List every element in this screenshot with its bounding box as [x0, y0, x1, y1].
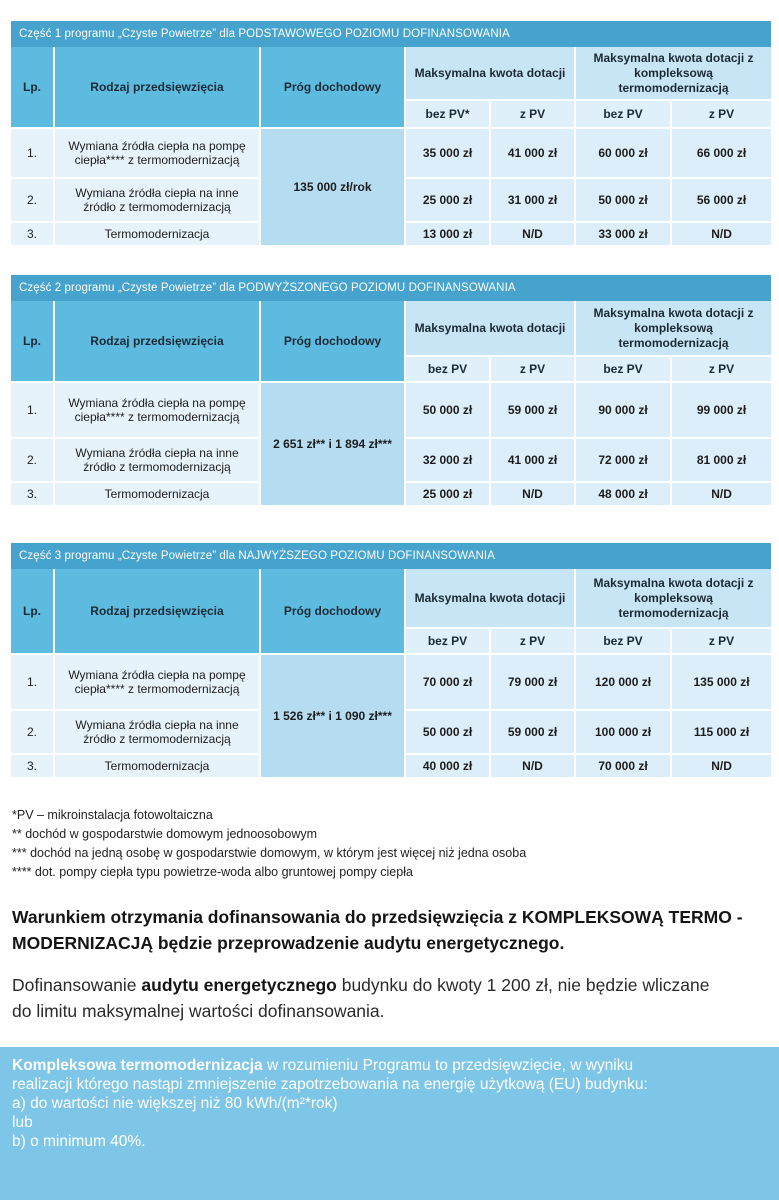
cell-v2: 41 000 zł [491, 439, 576, 483]
header-rodzaj: Rodzaj przedsięwzięcia [55, 47, 261, 129]
cell-v1: 25 000 zł [406, 483, 491, 507]
cell-v3: 72 000 zł [576, 439, 672, 483]
cell-v2: 41 000 zł [491, 129, 576, 179]
audit-line-1 [12, 972, 772, 998]
cell-v1: 35 000 zł [406, 129, 491, 179]
audit-bold: audytu energetycznego [141, 975, 337, 995]
subheader-1: z PV [491, 101, 576, 129]
cell-v2: 59 000 zł [491, 711, 576, 755]
definition-box [0, 1047, 779, 1200]
header-rodzaj: Rodzaj przedsięwzięcia [55, 301, 261, 383]
definition-line-5: b) o minimum 40%. [12, 1133, 146, 1150]
funding-table [11, 301, 771, 507]
cell-name: Wymiana źródła ciepła na inne źródło z termomodernizacją [55, 711, 261, 755]
cell-v3: 50 000 zł [576, 179, 672, 223]
definition-line-2: realizacji którego nastąpi zmniejszenie zapotrzebowania na energię użytkową (EU) budynku: [12, 1076, 648, 1093]
subheader-0: bez PV [406, 357, 491, 383]
subheader-1: z PV [491, 357, 576, 383]
cell-v3: 120 000 zł [576, 655, 672, 711]
cell-lp: 2. [11, 711, 55, 755]
cell-prog: 2 651 zł** i 1 894 zł*** [261, 383, 406, 507]
funding-table [11, 47, 771, 247]
footnote-single: ** dochód w gospodarstwie domowym jednoosobowym [12, 827, 318, 841]
subheader-3: z PV [672, 357, 771, 383]
cell-name: Wymiana źródła ciepła na pompę ciepła**** z termomodernizacją [55, 383, 261, 439]
definition-line-4: lub [12, 1114, 33, 1131]
subheader-3: z PV [672, 101, 771, 129]
cell-prog: 1 526 zł** i 1 090 zł*** [261, 655, 406, 779]
cell-v3: 60 000 zł [576, 129, 672, 179]
audit-pre: Dofinansowanie [12, 975, 142, 995]
footnote-multi: *** dochód na jedną osobę w gospodarstwie domowym, w którym jest więcej niż jedna osoba [12, 846, 527, 860]
cell-v4: 115 000 zł [672, 711, 771, 755]
audit-post: budynku do kwoty 1 200 zł, nie będzie wliczane [336, 975, 710, 995]
footnote-heatpump: **** dot. pompy ciepła typu powietrze-woda albo gruntowej pompy ciepła [12, 865, 413, 879]
cell-name: Termomodernizacja [55, 483, 261, 507]
table-part-3 [11, 543, 771, 779]
cell-name: Wymiana źródła ciepła na pompę ciepła**** z termomodernizacją [55, 129, 261, 179]
definition-line-3: a) do wartości nie większej niż 80 kWh/(m²*rok) [12, 1095, 338, 1112]
cell-v2: N/D [491, 223, 576, 247]
table-title: Część 2 programu „Czyste Powietrze” dla PODWYŻSZONEGO POZIOMU DOFINANSOWANIA [11, 275, 771, 301]
cell-v4: N/D [672, 483, 771, 507]
subheader-2: bez PV [576, 629, 672, 655]
footnotes [12, 806, 526, 882]
header-prog: Próg dochodowy [261, 47, 406, 129]
subheader-0: bez PV [406, 629, 491, 655]
header-max-komp: Maksymalna kwota dotacji z kompleksową termomodernizacją [576, 301, 771, 357]
header-max-komp: Maksymalna kwota dotacji z kompleksową termomodernizacją [576, 47, 771, 101]
cell-v2: 79 000 zł [491, 655, 576, 711]
cell-lp: 1. [11, 383, 55, 439]
cell-name: Termomodernizacja [55, 755, 261, 779]
header-lp: Lp. [11, 569, 55, 655]
table-part-2 [11, 275, 771, 507]
top-strip [0, 0, 779, 6]
condition-line-1: Warunkiem otrzymania dofinansowania do przedsięwzięcia z KOMPLEKSOWĄ TERMO - [12, 907, 743, 927]
funding-table [11, 569, 771, 779]
cell-lp: 2. [11, 439, 55, 483]
cell-name: Wymiana źródła ciepła na inne źródło z termomodernizacją [55, 439, 261, 483]
table-title: Część 3 programu „Czyste Powietrze” dla NAJWYŻSZEGO POZIOMU DOFINANSOWANIA [11, 543, 771, 569]
cell-v4: 99 000 zł [672, 383, 771, 439]
cell-v4: N/D [672, 755, 771, 779]
cell-v1: 13 000 zł [406, 223, 491, 247]
cell-v2: 31 000 zł [491, 179, 576, 223]
header-max-komp: Maksymalna kwota dotacji z kompleksową termomodernizacją [576, 569, 771, 629]
cell-v1: 40 000 zł [406, 755, 491, 779]
cell-lp: 3. [11, 755, 55, 779]
cell-v2: 59 000 zł [491, 383, 576, 439]
definition-rest: w rozumieniu Programu to przedsięwzięcie, w wyniku [262, 1057, 634, 1074]
cell-v4: 81 000 zł [672, 439, 771, 483]
cell-name: Wymiana źródła ciepła na inne źródło z termomodernizacją [55, 179, 261, 223]
cell-v1: 50 000 zł [406, 711, 491, 755]
cell-lp: 3. [11, 223, 55, 247]
cell-v4: 66 000 zł [672, 129, 771, 179]
cell-name: Wymiana źródła ciepła na pompę ciepła**** z termomodernizacją [55, 655, 261, 711]
header-rodzaj: Rodzaj przedsięwzięcia [55, 569, 261, 655]
header-lp: Lp. [11, 301, 55, 383]
table-title: Część 1 programu „Czyste Powietrze” dla PODSTAWOWEGO POZIOMU DOFINANSOWANIA [11, 21, 771, 47]
cell-v3: 70 000 zł [576, 755, 672, 779]
cell-v2: N/D [491, 483, 576, 507]
definition-bold: Kompleksowa termomodernizacja [12, 1057, 263, 1074]
condition-line-2: MODERNIZACJĄ będzie przeprowadzenie audytu energetycznego. [12, 933, 565, 953]
table-row [11, 129, 771, 179]
cell-v3: 90 000 zł [576, 383, 672, 439]
cell-prog: 135 000 zł/rok [261, 129, 406, 247]
cell-v1: 32 000 zł [406, 439, 491, 483]
footnote-pv: *PV – mikroinstalacja fotowoltaiczna [12, 808, 213, 822]
cell-lp: 2. [11, 179, 55, 223]
header-max: Maksymalna kwota dotacji [406, 301, 576, 357]
cell-v3: 48 000 zł [576, 483, 672, 507]
cell-v4: 56 000 zł [672, 179, 771, 223]
audit-text [12, 972, 772, 1024]
cell-lp: 1. [11, 655, 55, 711]
table-part-1 [11, 21, 771, 247]
audit-line-2: do limitu maksymalnej wartości dofinansowania. [12, 1001, 385, 1021]
subheader-2: bez PV [576, 357, 672, 383]
cell-v3: 100 000 zł [576, 711, 672, 755]
cell-v2: N/D [491, 755, 576, 779]
cell-lp: 3. [11, 483, 55, 507]
cell-v4: 135 000 zł [672, 655, 771, 711]
subheader-0: bez PV* [406, 101, 491, 129]
cell-lp: 1. [11, 129, 55, 179]
cell-v1: 25 000 zł [406, 179, 491, 223]
cell-v1: 70 000 zł [406, 655, 491, 711]
table-row [11, 655, 771, 711]
header-prog: Próg dochodowy [261, 301, 406, 383]
cell-name: Termomodernizacja [55, 223, 261, 247]
header-prog: Próg dochodowy [261, 569, 406, 655]
header-lp: Lp. [11, 47, 55, 129]
table-row [11, 383, 771, 439]
subheader-2: bez PV [576, 101, 672, 129]
subheader-1: z PV [491, 629, 576, 655]
header-max: Maksymalna kwota dotacji [406, 47, 576, 101]
cell-v3: 33 000 zł [576, 223, 672, 247]
subheader-3: z PV [672, 629, 771, 655]
definition-line-1 [12, 1056, 767, 1075]
cell-v4: N/D [672, 223, 771, 247]
cell-v1: 50 000 zł [406, 383, 491, 439]
condition-text [12, 904, 772, 956]
header-max: Maksymalna kwota dotacji [406, 569, 576, 629]
